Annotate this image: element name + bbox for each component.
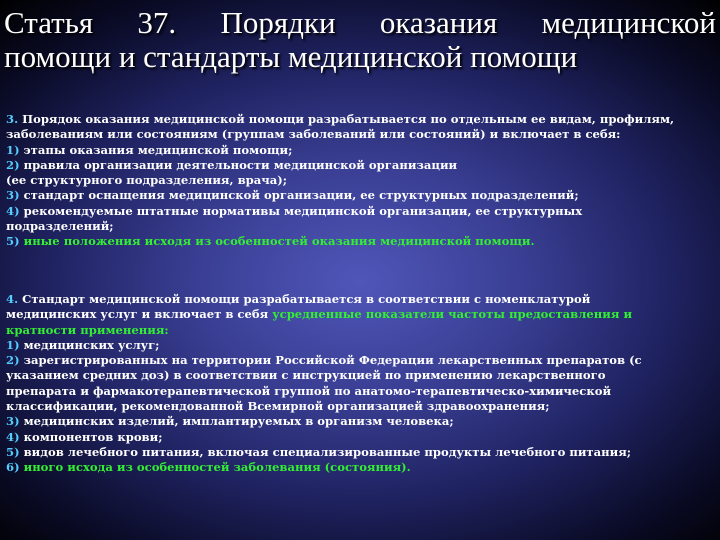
item-number: 4) [6,429,24,444]
text-segment: Стандарт медицинской помощи разрабатывается в соответствии с номенклатурой [22,292,591,306]
item-number: 5) [6,234,24,249]
item-number: 4) [6,203,24,218]
text-line [6,399,714,414]
text-segment: кратности применения: [6,322,169,337]
section-4-text [6,292,714,476]
item-number: 2) [6,353,24,368]
text-line [6,445,714,460]
text-line [6,430,714,445]
item-number: 3) [6,188,24,203]
item-number: 2) [6,157,24,172]
text-line [6,127,714,142]
text-segment: (ее структурного подразделения, врача); [6,173,288,188]
text-segment: усредненные показатели частоты предоставления и [272,307,633,322]
text-segment: Порядок оказания медицинской помощи разрабатывается по отдельным ее видам, профилям, [22,112,675,126]
title-line-2: помощи и стандарты медицинской помощи [4,39,578,74]
text-line [6,234,714,249]
text-line [6,414,714,429]
text-segment: иного исхода из особенностей заболевания (состояния). [23,460,411,475]
text-segment: видов лечебного питания, включая специализированные продукты лечебного питания; [23,444,632,459]
text-segment: медицинских изделий, имплантируемых в организм человека; [23,414,454,429]
item-number: 1) [6,142,24,157]
text-segment: указанием средних доз) в соответствии с инструкцией по применению лекарственного [6,368,606,383]
text-segment: рекомендуемые штатные нормативы медицинской организации, ее структурных [23,203,583,218]
text-line [6,158,714,173]
text-line [6,323,714,338]
text-segment: заболеваниям или состояниям (группам заболеваний или состояний) и включает в себя: [6,127,621,142]
item-number: 3) [6,414,24,429]
section-3-text [6,112,714,250]
text-line [6,292,714,307]
text-segment: зарегистрированных на территории Российской Федерации лекарственных препаратов (с [23,353,642,368]
text-segment: медицинских услуг; [23,337,160,352]
text-line [6,143,714,158]
text-segment: классификации, рекомендованной Всемирной организацией здравоохранения; [6,399,550,414]
text-segment: иные положения исходя из особенностей оказания медицинской помощи. [23,234,535,249]
text-segment: правила организации деятельности медицинской организации [23,157,458,172]
text-line [6,204,714,219]
text-segment: стандарт оснащения медицинской организации, ее структурных подразделений; [23,188,579,203]
item-number: 4. [6,292,23,306]
text-segment: медицинских услуг и включает в себя [6,307,273,322]
text-segment: компонентов крови; [23,429,163,444]
item-number: 3. [6,112,23,126]
text-segment: этапы оказания медицинской помощи; [23,142,293,157]
text-line [6,188,714,203]
item-number: 1) [6,337,24,352]
text-line [6,173,714,188]
title-line-1: Статья 37. Порядки оказания медицинской [4,5,716,40]
text-line [6,353,714,368]
text-segment: препарата и фармакотерапевтической группой по анатомо-терапевтическо-химической [6,383,612,398]
text-line [6,384,714,399]
text-line [6,338,714,353]
text-line [6,460,714,475]
item-number: 6) [6,460,24,475]
text-line [6,368,714,383]
text-segment: подразделений; [6,219,114,234]
item-number: 5) [6,444,24,459]
text-line [6,112,714,127]
text-line [6,307,714,322]
text-line [6,219,714,234]
slide-title [4,6,716,74]
